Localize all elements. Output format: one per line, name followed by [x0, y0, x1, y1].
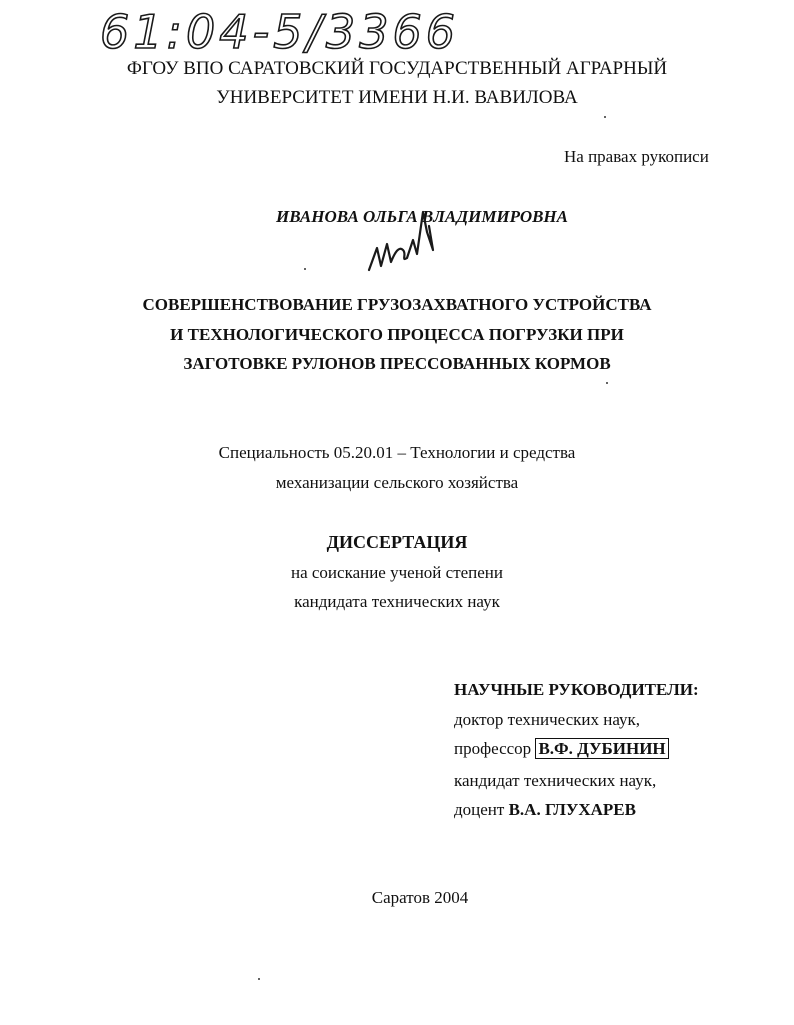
degree-line-2: кандидата технических наук [294, 592, 500, 611]
supervisor-2-name: В.А. ГЛУХАРЕВ [508, 800, 636, 819]
degree-line-1: на соискание ученой степени [290, 563, 504, 582]
scan-speck [258, 978, 260, 980]
archive-code-text: 61:04-5/3366 [100, 5, 459, 59]
dissertation-heading: ДИССЕРТАЦИЯ [326, 532, 468, 552]
signature-scribble [355, 192, 445, 282]
institution-line-1: ФГОУ ВПО САРАТОВСКИЙ ГОСУДАРСТВЕННЫЙ АГРАРНЫЙ [126, 58, 668, 79]
supervisor-1-title: профессор [454, 739, 532, 758]
supervisor-1-degree: доктор технических наук, [454, 710, 641, 729]
institution-line-2: УНИВЕРСИТЕТ ИМЕНИ Н.И. ВАВИЛОВА [216, 87, 578, 108]
supervisor-1-name: В.Ф. ДУБИНИН [535, 738, 668, 759]
handwritten-archive-code [100, 2, 530, 62]
rights-note: На правах рукописи [564, 147, 709, 166]
supervisor-2-degree: кандидат технических наук, [454, 771, 657, 790]
scan-speck [304, 268, 306, 270]
supervisor-1-line [454, 739, 669, 759]
thesis-title-line-2: И ТЕХНОЛОГИЧЕСКОГО ПРОЦЕССА ПОГРУЗКИ ПРИ [170, 325, 624, 344]
city-year: Саратов 2004 [371, 888, 469, 907]
supervisor-2-title: доцент [454, 800, 505, 819]
thesis-title-line-3: ЗАГОТОВКЕ РУЛОНОВ ПРЕССОВАННЫХ КОРМОВ [183, 354, 611, 373]
scan-speck [604, 116, 606, 118]
specialty-line-2: механизации сельского хозяйства [275, 473, 519, 492]
supervisors-heading: НАУЧНЫЕ РУКОВОДИТЕЛИ: [454, 680, 699, 699]
author-name: ИВАНОВА ОЛЬГА ВЛАДИМИРОВНА [276, 207, 568, 226]
scan-speck [606, 382, 608, 384]
thesis-title-line-1: СОВЕРШЕНСТВОВАНИЕ ГРУЗОЗАХВАТНОГО УСТРОЙСТВА [142, 295, 652, 314]
supervisor-2-line [454, 800, 636, 820]
specialty-line-1: Специальность 05.20.01 – Технологии и средства [218, 443, 576, 462]
